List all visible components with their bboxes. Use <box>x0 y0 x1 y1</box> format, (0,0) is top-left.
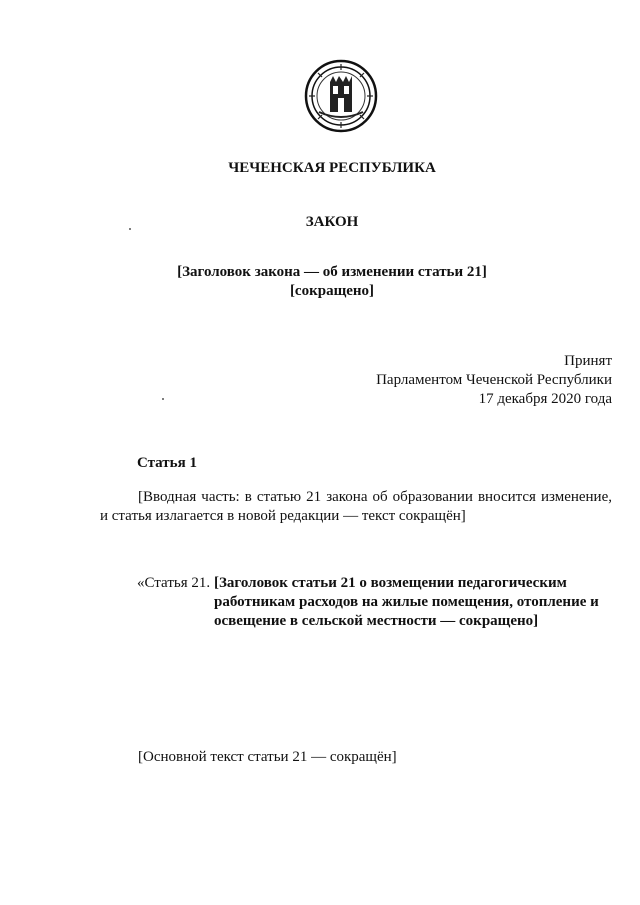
quoted-article-number: «Статья 21. <box>137 575 211 591</box>
adopted-date: 17 декабря 2020 года <box>478 391 612 407</box>
coat-of-arms-emblem <box>303 58 379 134</box>
adoption-block <box>376 352 612 409</box>
scan-speck <box>129 228 131 230</box>
law-title-line-2: [сокращено] <box>289 283 375 299</box>
republic-name: ЧЕЧЕНСКАЯ РЕСПУБЛИКА <box>228 160 436 176</box>
adopted-label: Принят <box>564 353 612 369</box>
quoted-article-heading: [Заголовок статьи 21 о возмещении педагогическим работникам расходов на жилые помещения, отопление и освещение в сельской местности — сокращено] <box>214 575 599 629</box>
scan-speck <box>162 398 164 400</box>
law-title-line-1: [Заголовок закона — об изменении статьи 21] <box>177 264 487 280</box>
law-title <box>12 263 640 301</box>
article-heading: Статья 1 <box>137 455 197 471</box>
adopted-by: Парламентом Чеченской Республики <box>376 372 612 388</box>
quoted-article-body: [Основной текст статьи 21 — сокращён] <box>138 749 397 765</box>
document-type: ЗАКОН <box>305 214 359 230</box>
article-intro-paragraph: [Вводная часть: в статью 21 закона об образовании вносится изменение, и статья излагается в новой редакции — текст сокращён] <box>100 489 612 524</box>
